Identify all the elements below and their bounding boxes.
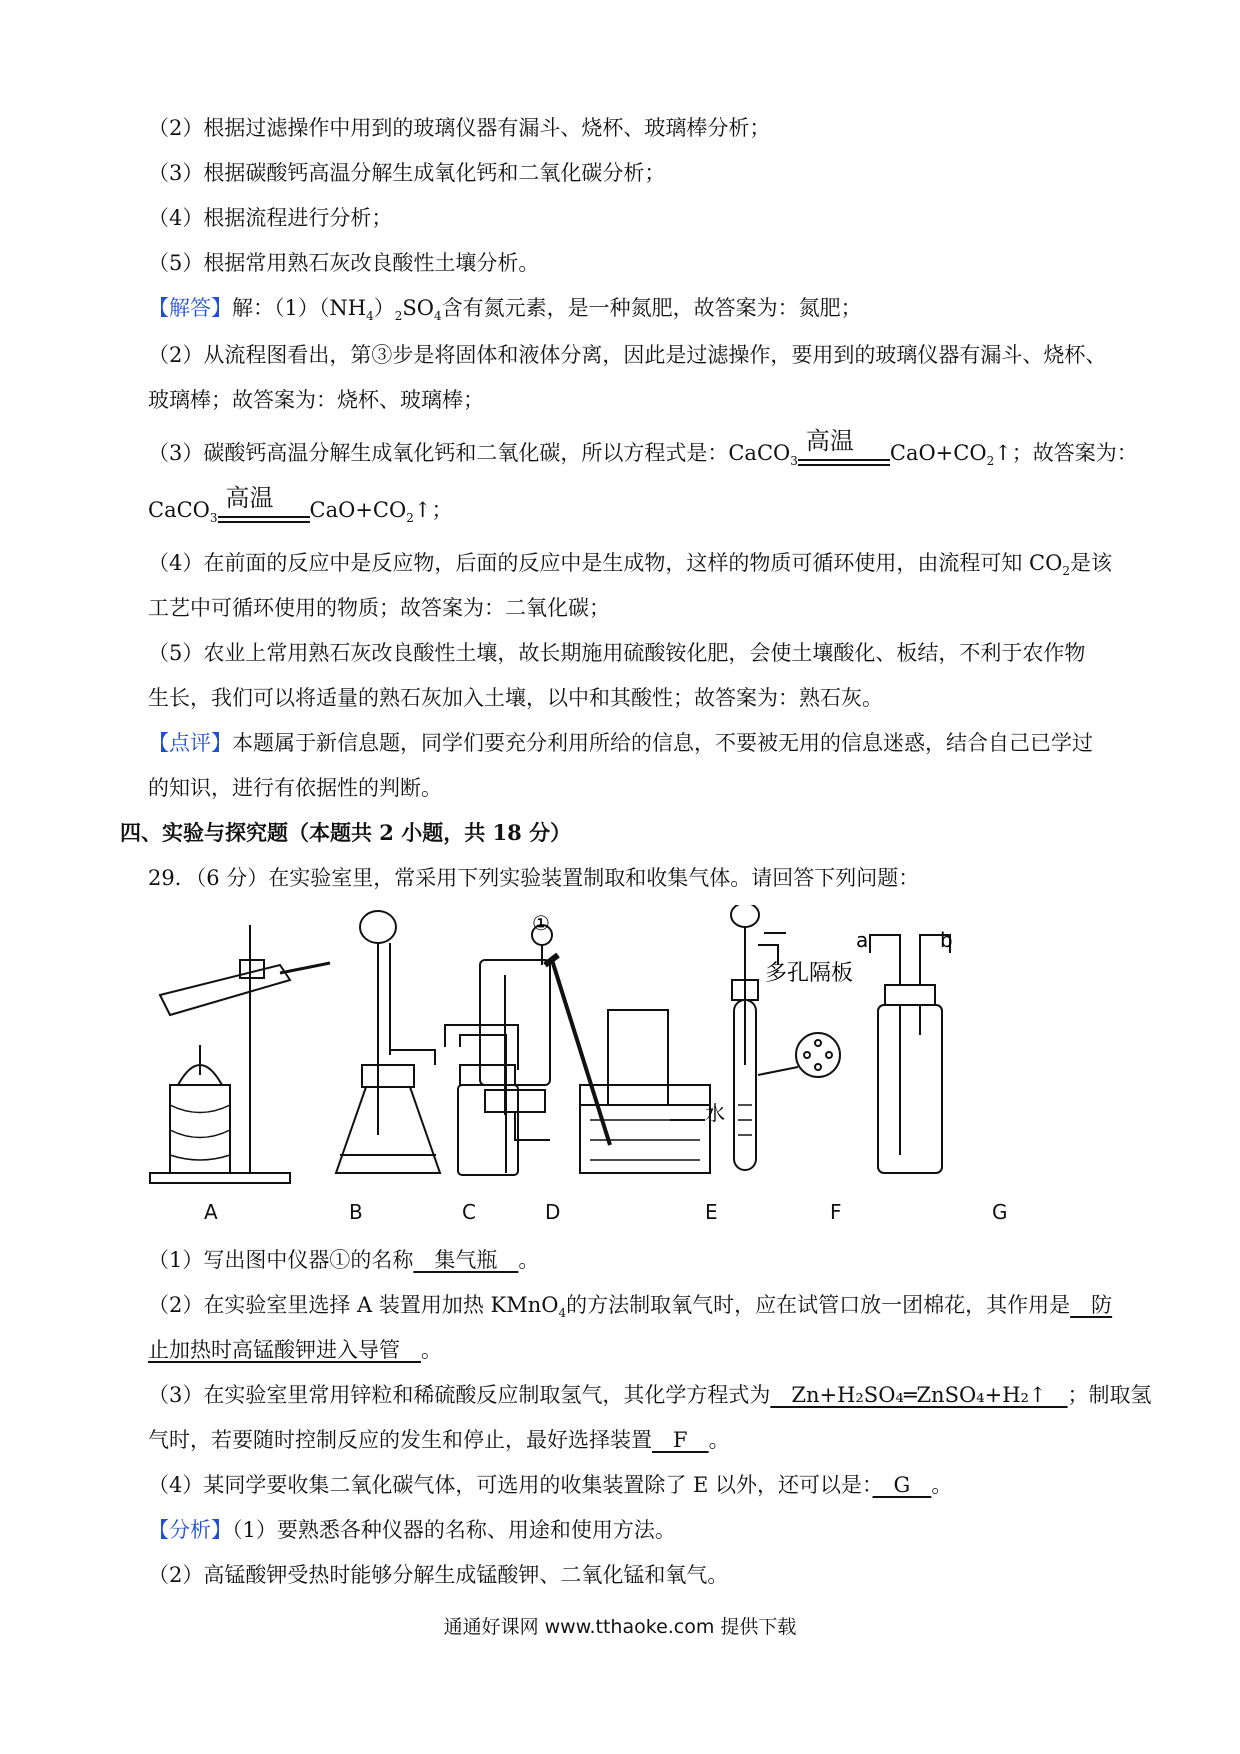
apparatus-e bbox=[545, 955, 710, 1173]
comment-line-1: 【点评】本题属于新信息题，同学们要充分利用所给的信息，不要被无用的信息迷惑，结合自己已学过 bbox=[148, 731, 1093, 755]
subquestion-2-cont: 止加热时高锰酸钾进入导管 。 bbox=[148, 1338, 442, 1362]
analysis-line-a1: 【分析】（1）要熟悉各种仪器的名称、用途和使用方法。 bbox=[148, 1518, 676, 1542]
answer-line-9: 生长，我们可以将适量的熟石灰加入土壤，以中和其酸性；故答案为：熟石灰。 bbox=[148, 686, 883, 710]
subquestion-4: （4）某同学要收集二氧化碳气体，可选用的收集装置除了 E 以外，还可以是： G 。 bbox=[148, 1473, 953, 1497]
apparatus-d bbox=[480, 925, 552, 1140]
answer-tag: 【解答】 bbox=[148, 296, 232, 320]
label-b: B bbox=[349, 1200, 363, 1224]
label-a: A bbox=[204, 1200, 218, 1224]
answer-line-7: 工艺中可循环使用的物质；故答案为：二氧化碳； bbox=[148, 596, 610, 620]
apparatus-figure bbox=[140, 905, 1100, 1225]
subquestion-2: （2）在实验室里选择 A 装置用加热 KMnO$_4$的方法制取氧气时，应在试管口放一团棉花，其作用是 防 bbox=[148, 1293, 1113, 1321]
apparatus-c bbox=[398, 1025, 518, 1175]
label-g: G bbox=[992, 1200, 1008, 1224]
apparatus-a bbox=[150, 925, 330, 1183]
label-circle-one: ① bbox=[532, 911, 550, 935]
analysis-line-3: （3）根据碳酸钙高温分解生成氧化钙和二氧化碳分析； bbox=[148, 161, 666, 185]
equation-arrow: 高温 bbox=[798, 446, 890, 476]
apparatus-b bbox=[336, 911, 440, 1173]
answer-blank-3: Zn+H₂SO₄═ZnSO₄+H₂↑ bbox=[770, 1383, 1068, 1407]
label-water: 水 bbox=[705, 1101, 725, 1125]
answer-line-3: 玻璃棒；故答案为：烧杯、玻璃棒； bbox=[148, 388, 484, 412]
analysis-tag: 【分析】 bbox=[148, 1518, 232, 1542]
answer-line-6: （4）在前面的反应中是反应物，后面的反应中是生成物，这样的物质可循环使用，由流程可知 $CO_2$是该 bbox=[148, 551, 1112, 579]
comment-line-2: 的知识，进行有依据性的判断。 bbox=[148, 776, 442, 800]
label-f: F bbox=[830, 1200, 842, 1224]
answer-blank-3b: F bbox=[652, 1428, 709, 1452]
subquestion-3-cont: 气时，若要随时控制反应的发生和停止，最好选择装置 F 。 bbox=[148, 1428, 730, 1452]
subquestion-3: （3）在实验室里常用锌粒和稀硫酸反应制取氢气，其化学方程式为 Zn+H₂SO₄═ZnSO₄+H₂↑ ；制取氢 bbox=[148, 1383, 1152, 1407]
question-29: 29．（6 分）在实验室里，常采用下列实验装置制取和收集气体。请回答下列问题： bbox=[148, 866, 920, 890]
analysis-line-5: （5）根据常用熟石灰改良酸性土壤分析。 bbox=[148, 251, 540, 275]
subquestion-1: （1）写出图中仪器①的名称 集气瓶 。 bbox=[148, 1248, 540, 1272]
answer-line-1: 【解答】解：$(1)(NH_4)_2SO_4$含有氮元素，是一种氮肥，故答案为：氮肥； bbox=[148, 296, 862, 324]
analysis-line-a2: （2）高锰酸钾受热时能够分解生成锰酸钾、二氧化锰和氧气。 bbox=[148, 1563, 729, 1587]
section-heading: 四、实验与探究题（本题共 2 小题，共 18 分） bbox=[120, 820, 572, 845]
analysis-line-2: （2）根据过滤操作中用到的玻璃仪器有漏斗、烧杯、玻璃棒分析； bbox=[148, 116, 771, 140]
label-port-a: a bbox=[856, 928, 869, 952]
answer-line-8: （5）农业上常用熟石灰改良酸性土壤，故长期施用硫酸铵化肥，会使土壤酸化、板结，不利于农作物 bbox=[148, 641, 1086, 665]
answer-line-2: （2）从流程图看出，第③步是将固体和液体分离，因此是过滤操作，要用到的玻璃仪器有漏斗、烧杯、 bbox=[148, 343, 1107, 367]
label-e: E bbox=[705, 1200, 718, 1224]
answer-blank-4: G bbox=[872, 1473, 932, 1497]
label-d: D bbox=[545, 1200, 561, 1224]
answer-blank-2a: 防 bbox=[1070, 1293, 1113, 1317]
apparatus-g bbox=[870, 935, 950, 1173]
apparatus-f bbox=[731, 905, 840, 1170]
answer-line-5: CaCO$_3$ 高温 $CaO+CO_2↑$； bbox=[148, 495, 452, 533]
label-c: C bbox=[462, 1200, 476, 1224]
equation-arrow: 高温 bbox=[218, 503, 310, 533]
analysis-line-4: （4）根据流程进行分析； bbox=[148, 206, 393, 230]
answer-line-4: （3）碳酸钙高温分解生成氧化钙和二氧化碳，所以方程式是：CaCO$_3$ 高温 $CaO+CO_2↑$；故答案为： bbox=[148, 438, 1138, 476]
label-porous-plate: 多孔隔板 bbox=[765, 961, 854, 986]
answer-blank-1: 集气瓶 bbox=[413, 1248, 519, 1272]
page-footer: 通通好课网 www.tthaoke.com 提供下载 bbox=[443, 1616, 797, 1638]
label-port-b: b bbox=[940, 928, 953, 952]
comment-tag: 【点评】 bbox=[148, 731, 232, 755]
answer-blank-2b: 止加热时高锰酸钾进入导管 bbox=[148, 1338, 421, 1362]
